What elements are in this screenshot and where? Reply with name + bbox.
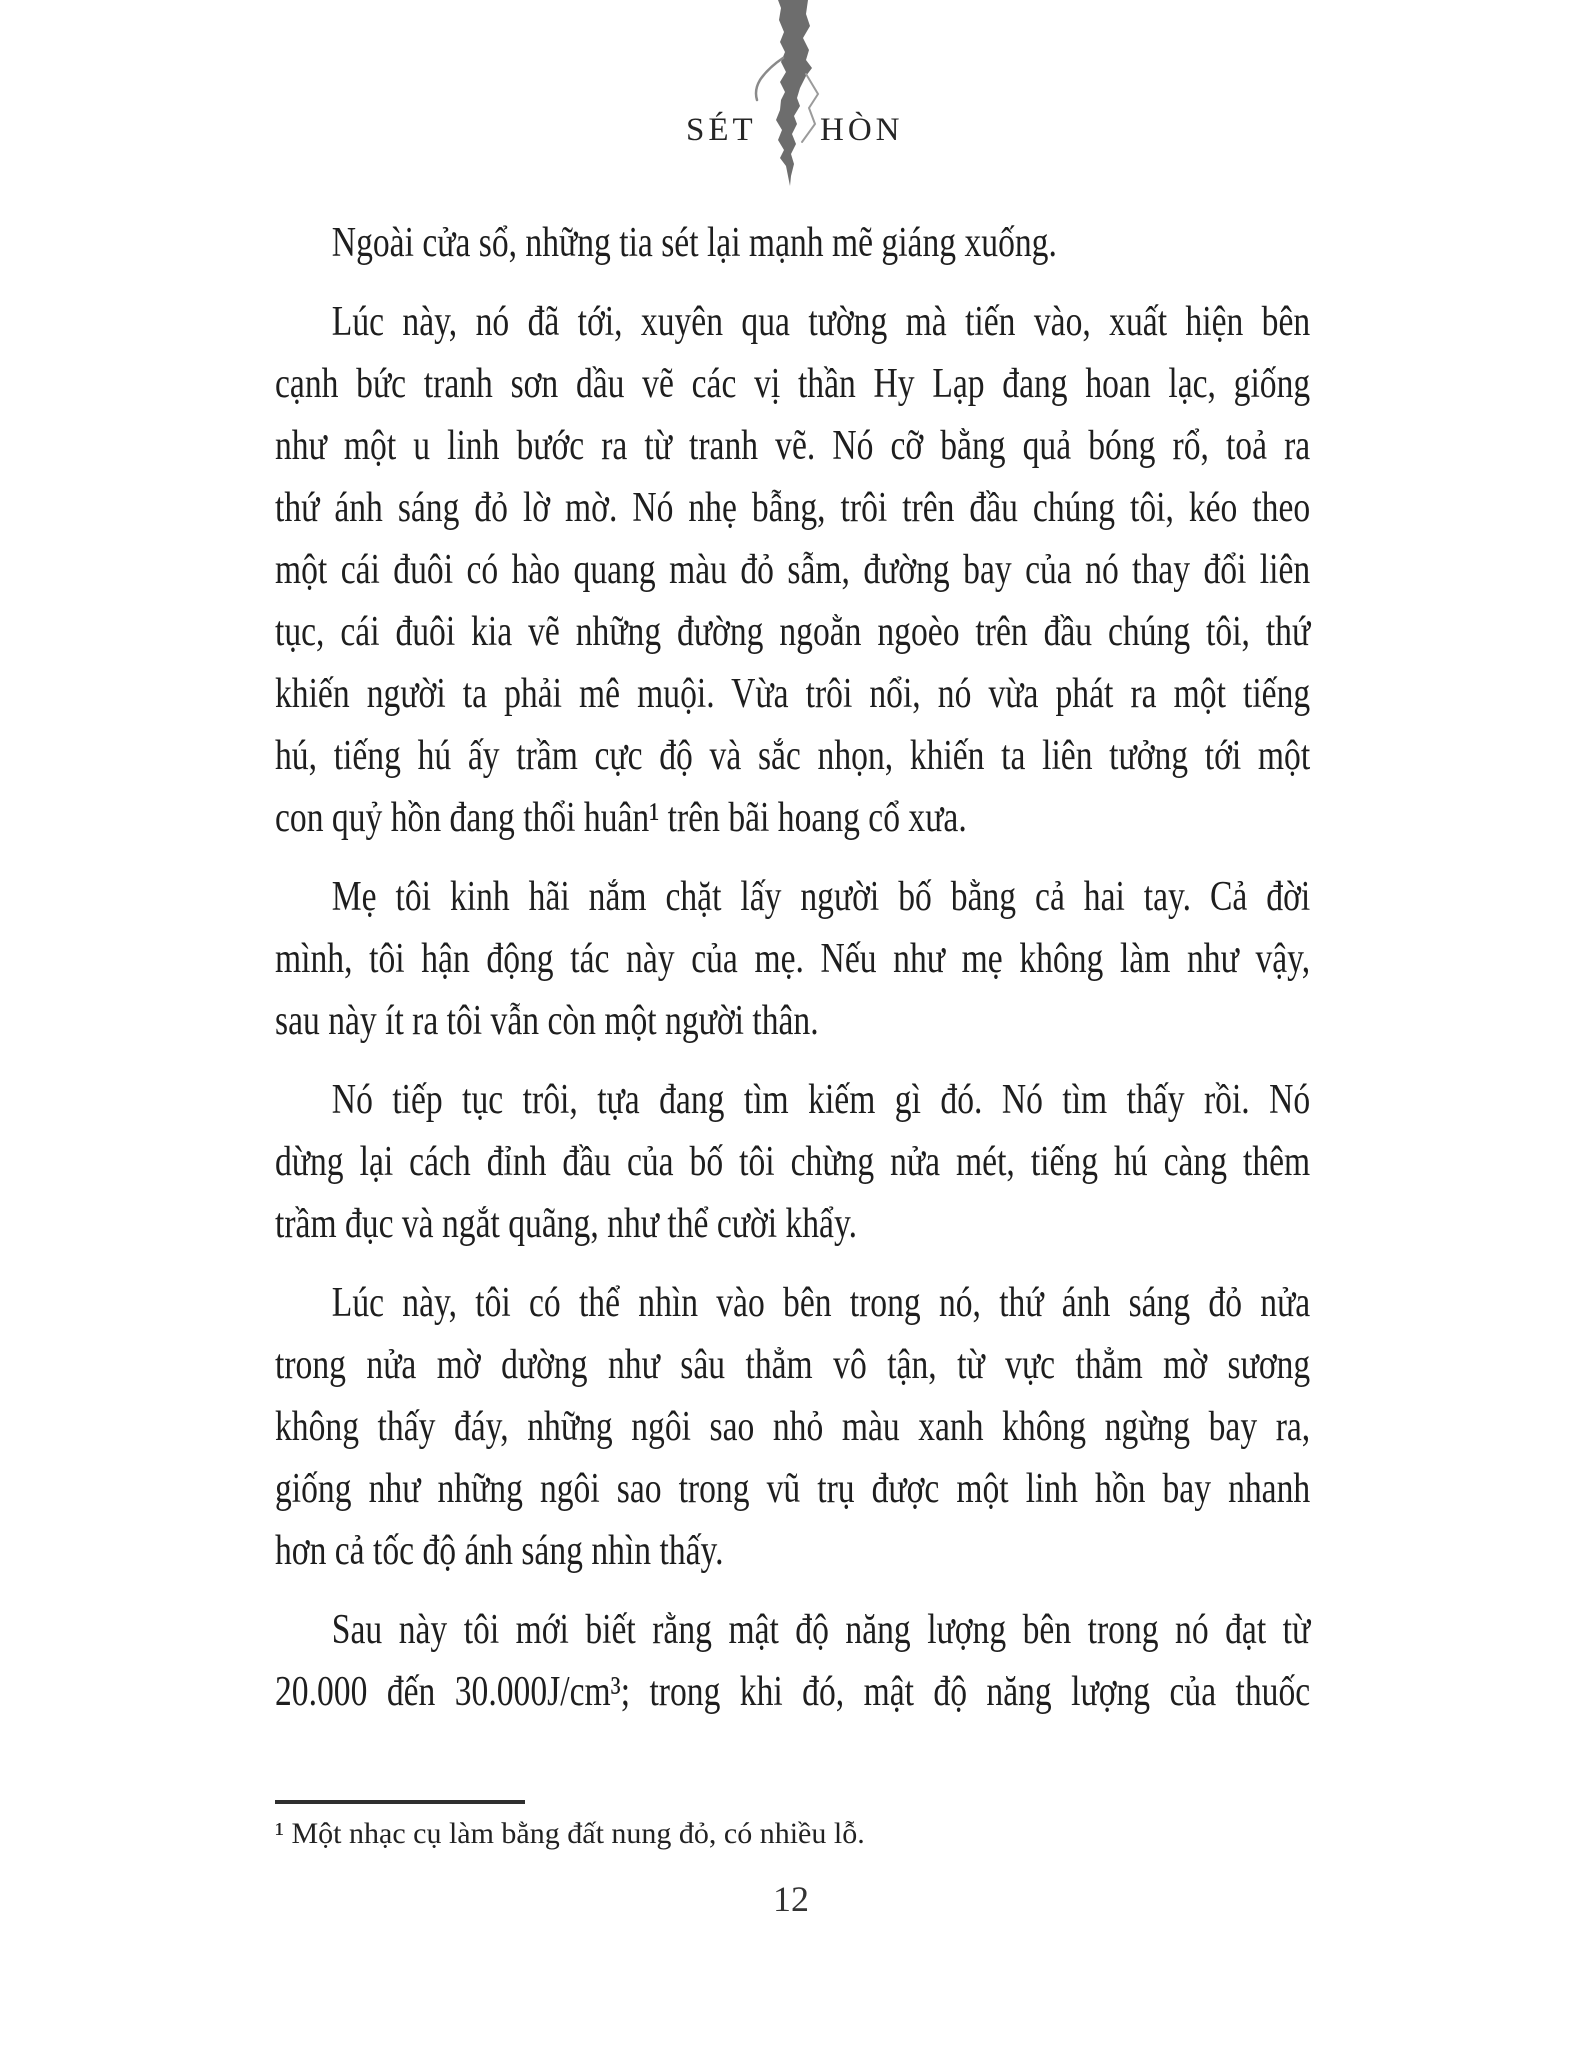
body-line: mình, tôi hận động tác này của mẹ. Nếu như mẹ không làm như vậy, <box>275 936 1311 982</box>
body-line: Mẹ tôi kinh hãi nắm chặt lấy người bố bằng cả hai tay. Cả đời <box>331 874 1311 920</box>
body-line: không thấy đáy, những ngôi sao nhỏ màu xanh không ngừng bay ra, <box>275 1404 1311 1450</box>
paragraph <box>275 866 1569 1052</box>
body-line: trong nửa mờ dường như sâu thẳm vô tận, từ vực thẳm mờ sương <box>275 1342 1311 1388</box>
body-line: khiến người ta phải mê muội. Vừa trôi nổi, nó vừa phát ra một tiếng <box>275 671 1311 717</box>
lightning-branch-right <box>802 74 818 142</box>
body-line: 20.000 đến 30.000J/cm³; trong khi đó, mật độ năng lượng của thuốc <box>275 1669 1311 1715</box>
body-line: một cái đuôi có hào quang màu đỏ sẫm, đường bay của nó thay đổi liên <box>275 547 1311 593</box>
body-line: tục, cái đuôi kia vẽ những đường ngoằn ngoèo trên đầu chúng tôi, thứ <box>275 609 1311 655</box>
lightning-bolt-main-channel <box>776 0 812 186</box>
body-line: Lúc này, tôi có thể nhìn vào bên trong nó, thứ ánh sáng đỏ nửa <box>331 1280 1311 1326</box>
body-line: cạnh bức tranh sơn dầu vẽ các vị thần Hy Lạp đang hoan lạc, giống <box>275 361 1311 407</box>
body-line: Ngoài cửa sổ, những tia sét lại mạnh mẽ giáng xuống. <box>331 220 1057 266</box>
body-line: con quỷ hồn đang thổi huân¹ trên bãi hoang cổ xưa. <box>275 795 967 841</box>
body-line: Nó tiếp tục trôi, tựa đang tìm kiếm gì đó. Nó tìm thấy rồi. Nó <box>331 1077 1311 1123</box>
body-text <box>275 212 1569 1740</box>
body-line: hú, tiếng hú ấy trầm cực độ và sắc nhọn, khiến ta liên tưởng tới một <box>275 733 1311 779</box>
header-title-left: SÉT <box>686 112 757 148</box>
lightning-branch-left <box>756 58 783 100</box>
body-line: thứ ánh sáng đỏ lờ mờ. Nó nhẹ bẫng, trôi trên đầu chúng tôi, kéo theo <box>275 485 1311 531</box>
header-title-right: HÒN <box>820 112 904 148</box>
paragraph <box>275 291 1569 849</box>
body-line: dừng lại cách đỉnh đầu của bố tôi chừng nửa mét, tiếng hú càng thêm <box>275 1139 1311 1185</box>
body-line: giống như những ngôi sao trong vũ trụ được một linh hồn bay nhanh <box>275 1466 1311 1512</box>
body-line: sau này ít ra tôi vẫn còn một người thân. <box>275 998 819 1044</box>
lightning-bolt-icon <box>730 0 840 195</box>
paragraph <box>275 1272 1569 1582</box>
body-line: hơn cả tốc độ ánh sáng nhìn thấy. <box>275 1528 724 1574</box>
body-line: trầm đục và ngắt quãng, như thể cười khẩy. <box>275 1201 857 1247</box>
body-line: Sau này tôi mới biết rằng mật độ năng lượng bên trong nó đạt từ <box>331 1607 1311 1653</box>
body-line: Lúc này, nó đã tới, xuyên qua tường mà tiến vào, xuất hiện bên <box>331 299 1311 345</box>
paragraph <box>275 1599 1569 1723</box>
paragraph <box>275 212 1569 274</box>
footnote-text: ¹ Một nhạc cụ làm bằng đất nung đỏ, có nhiều lỗ. <box>275 1817 865 1850</box>
page-number: 12 <box>773 1879 809 1919</box>
body-line: như một u linh bước ra từ tranh vẽ. Nó cỡ bằng quả bóng rổ, toả ra <box>275 423 1311 469</box>
paragraph <box>275 1069 1569 1255</box>
footnote-divider <box>275 1800 525 1804</box>
